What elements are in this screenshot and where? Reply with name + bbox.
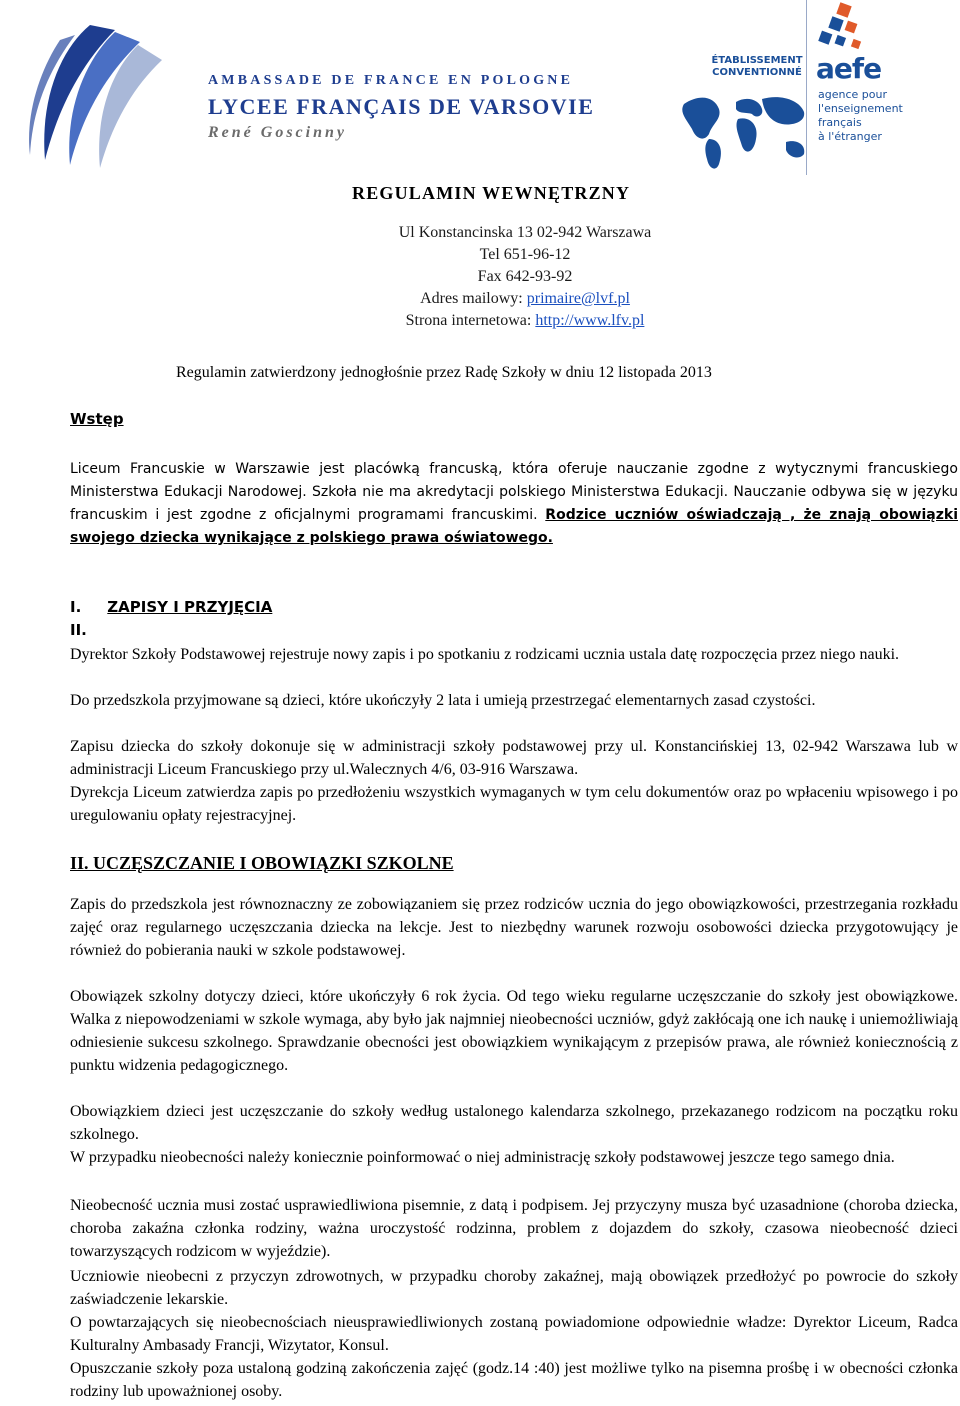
- section2-paragraph-7: O powtarzających się nieobecnościach nieusprawiedliwionych zostaną powiadomione odpowiednie władze: Dyrektor Liceum, Radca Kulturalny Ambasady Francji, Wizytator, Konsul.: [70, 1314, 958, 1354]
- email-link[interactable]: primaire@lvf.pl: [526, 290, 630, 307]
- section2-paragraph-8: Opuszczanie szkoły poza ustaloną godziną zakończenia zajęć (godz.14 :40) jest możliwe tylko na pisemna prośbę i w obecności członka rodziny lub upoważnionej osoby.: [70, 1360, 958, 1400]
- section2-paragraph-4: W przypadku nieobecności należy koniecznie poinformować o niej administrację szkoły podstawowej jeszcze tego samego dnia.: [70, 1149, 895, 1166]
- section1-number: I.: [70, 598, 82, 616]
- world-map-icon: [674, 84, 814, 174]
- section2-paragraph-2: Obowiązek szkolny dotyczy dzieci, które ukończyły 6 rok życia. Od tego wieku regularne uczęszczanie do szkoły jest obowiązkowe. Walka z niepowodzeniami w szkole wymaga, aby było jak najmniej nieobecności uczniów, gdyż zakłócają one ich naukę i uniemożliwiają odniesienie sukcesu szkolnego. Sprawdzanie obecności jest obowiązkiem wynikającym z przepisów prawa, ale również koniecznością z punktu widzenia pedagogicznego.: [70, 988, 958, 1074]
- section2-paragraph-5: Nieobecność ucznia musi zostać usprawiedliwiona pisemnie, z datą i podpisem. Jej przyczyny musza być uzasadnione (choroba dziecka, choroba zakaźna członka rodziny, ważna uroczystość rodzinna, problem z dojazdem do szkoły, czasowa nieobecność dzieci towarzyszących rodzicom w wyjeździe).: [70, 1197, 958, 1260]
- section2-paragraph-1: Zapis do przedszkola jest równoznaczny ze zobowiązaniem się przez rodziców ucznia do jego obowiązkowości, przestrzegania rozkładu zajęć oraz regularnego uczęszczania dziecka na lekcje. Jest to niezbędny warunek rozwoju osobowości dziecka przygotowujący je również do pobierania nauki w szkole podstawowej.: [70, 896, 958, 959]
- section2-paragraph-6: Uczniowie nieobecni z przyczyn zdrowotnych, w przypadku choroby zakaźnej, mają obowiązek przedłożyć po powrocie do szkoły zaświadczenie lekarskie.: [70, 1268, 958, 1308]
- address-tel: Tel 651-96-12: [479, 246, 571, 263]
- web-link[interactable]: http://www.lfv.pl: [535, 312, 645, 329]
- intro-text: Liceum Francuskie w Warszawie jest placówką francuską, która oferuje nauczanie zgodne z wytycznymi francuskiego Ministerstwa Edukacji Narodowej. Szkoła nie ma akredytacji polskiego Ministerstwa Edukacji. Nauczanie odbywa się w języku francuskim i jest zgodne z oficjalnymi programami francuskimi.: [70, 461, 958, 523]
- address-fax: Fax 642-93-92: [477, 268, 573, 285]
- section1-paragraph-4: Dyrekcja Liceum zatwierdza zapis po przedłożeniu wszystkich wymaganych w tym celu dokumentów oraz po wpłaceniu wpisowego i po uregulowaniu opłaty rejestracyjnej.: [70, 784, 958, 824]
- section1-paragraph-1: Dyrektor Szkoły Podstawowej rejestruje nowy zapis i po spotkaniu z rodzicami ucznia ustala datę rozpoczęcia przez niego nauki.: [70, 646, 900, 663]
- address-web-line: [300, 312, 750, 330]
- section1-title: ZAPISY I PRZYJĘCIA: [107, 598, 273, 616]
- embassy-name: AMBASSADE DE FRANCE EN POLOGNE: [208, 73, 574, 88]
- header-divider: [806, 0, 807, 175]
- section1-paragraph-2: Do przedszkola przyjmowane są dzieci, które ukończyły 2 lata i umieją przestrzegać elementarnych zasad czystości.: [70, 692, 816, 709]
- section1-heading: [70, 598, 272, 616]
- aefe-logo-mark: [810, 2, 868, 57]
- aefe-wordmark: aefe: [816, 52, 882, 85]
- school-name: LYCEE FRANÇAIS DE VARSOVIE: [208, 94, 595, 119]
- section1-number-2: II.: [70, 621, 87, 639]
- school-patron: René Goscinny: [208, 124, 347, 141]
- intro-paragraph: [70, 458, 958, 550]
- approval-note: Regulamin zatwierdzony jednogłośnie przez Radę Szkoły w dniu 12 listopada 2013: [176, 364, 712, 381]
- etablissement-label: ÉTABLISSEMENT CONVENTIONNÉ: [711, 55, 803, 78]
- section2-heading: II. UCZĘSZCZANIE I OBOWIĄZKI SZKOLNE: [70, 853, 454, 873]
- address-email-line: [300, 290, 750, 308]
- document-title: REGULAMIN WEWNĘTRZNY: [352, 183, 631, 203]
- intro-heading: Wstęp: [70, 410, 124, 428]
- section2-paragraph-3: Obowiązkiem dzieci jest uczęszczanie do szkoły według ustalonego kalendarza szkolnego, przekazanego rodzicom na początku roku szkolnego.: [70, 1103, 958, 1143]
- aefe-subtitle: agence pour l'enseignement français à l'étranger: [818, 88, 903, 143]
- email-label: Adres mailowy:: [420, 290, 527, 307]
- intro-bold-text: Rodzice uczniów oświadczają , że znają obowiązki swojego dziecka wynikające z polskiego prawa oświatowego.: [70, 507, 958, 546]
- section1-paragraph-3: Zapisu dziecka do szkoły dokonuje się w administracji szkoły podstawowej przy ul. Konstancińskiej 13, 02-942 Warszawa lub w administracji Liceum Francuskiego przy ul.Walecznych 4/6, 03-916 Warszawa.: [70, 738, 958, 778]
- lycee-swoosh-logo: [20, 20, 170, 170]
- address-street: Ul Konstancinska 13 02-942 Warszawa: [398, 224, 652, 241]
- web-label: Strona internetowa:: [405, 312, 536, 329]
